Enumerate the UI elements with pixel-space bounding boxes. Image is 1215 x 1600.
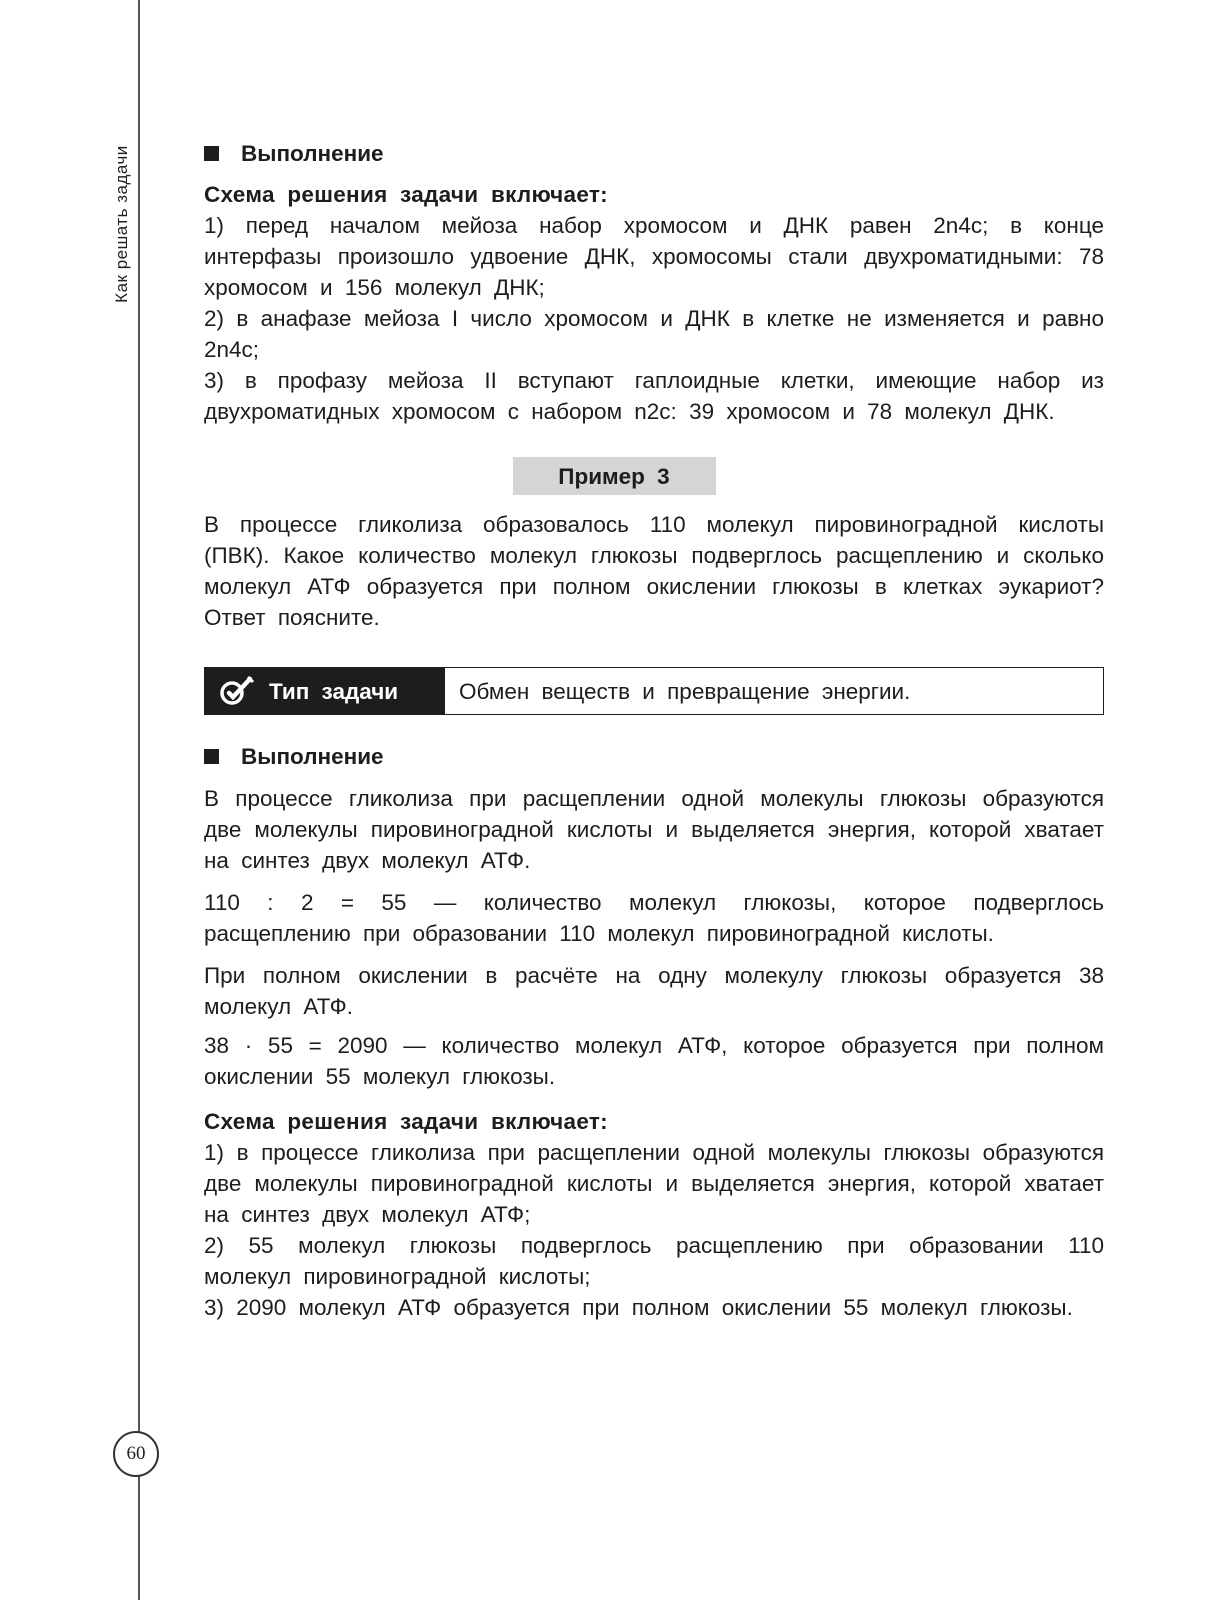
section-heading-text: Выполнение <box>241 141 384 166</box>
margin-rule <box>138 0 140 1600</box>
page-content <box>204 138 1104 1323</box>
pencil-check-icon <box>219 676 255 706</box>
solution-paragraph: В процессе гликолиза при расщеплении одной молекулы глюкозы образуются две молекулы пировиноградной кислоты и выделяется энергия, которой хватает на синтез двух молекул АТФ. <box>204 786 1104 873</box>
example-header <box>204 457 1104 495</box>
scheme-step: 2) 55 молекул глюкозы подверглось расщеплению при образовании 110 молекул пировиноградной кислоты; <box>204 1233 1104 1289</box>
running-title-text: Как решать задачи <box>112 145 131 303</box>
scheme-heading: Схема решения задачи включает: <box>204 182 608 207</box>
task-type-tag <box>205 668 445 714</box>
solution-paragraph: При полном окислении в расчёте на одну молекулу глюкозы образуется 38 молекул АТФ. <box>204 963 1104 1019</box>
section-heading-execution <box>204 741 1104 772</box>
square-bullet-icon <box>204 146 219 161</box>
solution-paragraph: 38 · 55 = 2090 — количество молекул АТФ, которое образуется при полном окислении 55 молекул глюкозы. <box>204 1033 1104 1089</box>
scheme-step: 2) в анафазе мейоза I число хромосом и ДНК в клетке не изменяется и равно 2n4c; <box>204 306 1104 362</box>
section-heading-execution <box>204 138 1104 169</box>
scheme-heading: Схема решения задачи включает: <box>204 1109 608 1134</box>
task-type-box <box>204 667 1104 715</box>
page-number: 60 <box>113 1431 159 1477</box>
section-heading-text: Выполнение <box>241 744 384 769</box>
task-type-label: Тип задачи <box>269 678 399 704</box>
scheme-step: 1) в процессе гликолиза при расщеплении одной молекулы глюкозы образуются две молекулы пировиноградной кислоты и выделяется энергия, которой хватает на синтез двух молекул АТФ; <box>204 1140 1104 1227</box>
example-label: Пример 3 <box>513 457 716 495</box>
scheme-step: 3) в профазу мейоза II вступают гаплоидные клетки, имеющие набор из двухроматидных хромосом с набором n2c: 39 хромосом и 78 молекул ДНК. <box>204 368 1104 424</box>
example-question: В процессе гликолиза образовалось 110 молекул пировиноградной кислоты (ПВК). Какое количество молекул глюкозы подверглось расщеплению и сколько молекул АТФ образуется при полном окислении глюкозы в клетках эукариот? Ответ поясните. <box>204 512 1104 630</box>
solution-paragraph: 110 : 2 = 55 — количество молекул глюкозы, которое подверглось расщеплению при образовании 110 молекул пировиноградной кислоты. <box>204 890 1104 946</box>
scheme-step: 3) 2090 молекул АТФ образуется при полном окислении 55 молекул глюкозы. <box>204 1295 1073 1320</box>
square-bullet-icon <box>204 749 219 764</box>
task-type-value: Обмен веществ и превращение энергии. <box>459 678 911 704</box>
scheme-step: 1) перед началом мейоза набор хромосом и ДНК равен 2n4c; в конце интерфазы произошло удвоение ДНК, хромосомы стали двухроматидными: 78 хромосом и 156 молекул ДНК; <box>204 213 1104 300</box>
